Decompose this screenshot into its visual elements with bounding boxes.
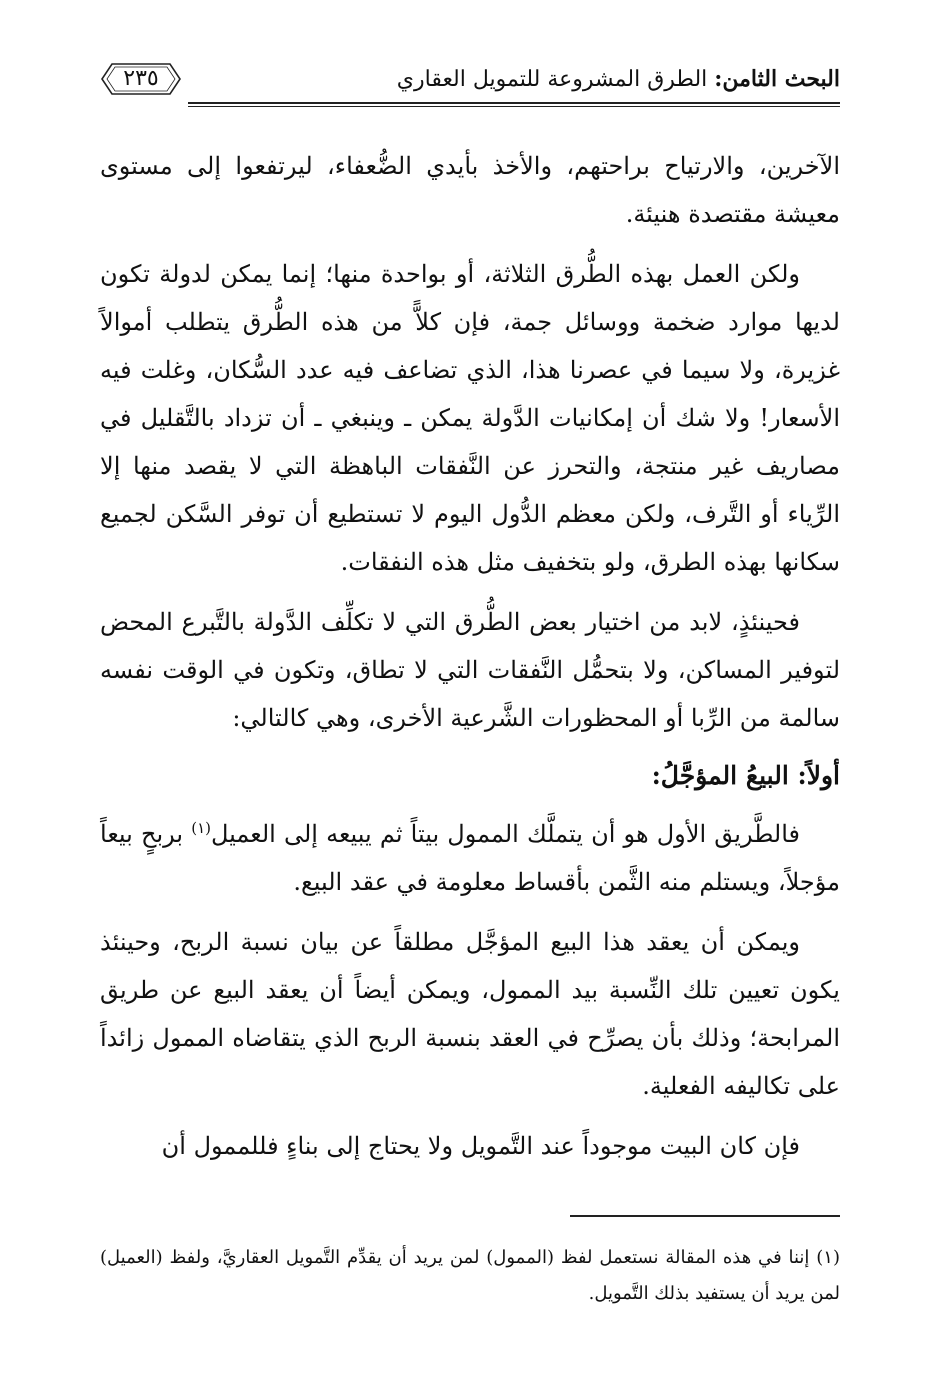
paragraph-4 (100, 810, 840, 906)
paragraph-4-start: فالطَّريق الأول هو أن يتملَّك الممول بيتاً ثم يبيعه إلى العميل (210, 820, 800, 848)
header-rule (188, 102, 840, 104)
paragraph-5: ويمكن أن يعقد هذا البيع المؤجَّل مطلقاً عن بيان نسبة الربح، وحينئذ يكون تعيين تلك النِّسبة بيد الممول، ويمكن أيضاً أن يعقد البيع عن طريق المرابحة؛ وذلك بأن يصرِّح في العقد بنسبة الربح الذي يتقاضاه الممول زائداً على تكاليفه الفعلية. (100, 928, 840, 1100)
chapter-title: الطرق المشروعة للتمويل العقاري (396, 67, 708, 92)
footnote-reference[interactable]: (١) (191, 819, 211, 837)
footnote-text: (١) إننا في هذه المقالة نستعمل لفظ (الممول) لمن يريد أن يقدِّم التَّمويل العقاريَّ، ولفظ (العميل) لمن يريد أن يستفيد بذلك التَّمويل. (100, 1247, 840, 1304)
section-heading: أولاً: البيعُ المؤجَّلُ: (651, 761, 840, 790)
paragraph-1: الآخرين، والارتياح براحتهم، والأخذ بأيدي الضُّعفاء، ليرتفعوا إلى مستوى معيشة مقتصدة هنيئة. (100, 152, 840, 228)
running-title (397, 66, 840, 92)
page-number-badge (100, 62, 182, 96)
chapter-label: البحث الثامن: (714, 66, 840, 92)
main-text (100, 142, 840, 1182)
page-header (100, 58, 840, 106)
footnote-separator (570, 1215, 840, 1217)
paragraph-3: فحينئذٍ، لابد من اختيار بعض الطُّرق التي لا تكلِّف الدَّولة بالتَّبرع المحض لتوفير المساكن، ولا بتحمُّل النَّفقات التي لا تطاق، وتكون في الوقت نفسه سالمة من الرِّبا أو المحظورات الشَّرعية الأخرى، وهي كالتالي: (100, 608, 841, 732)
footnote (100, 1240, 840, 1312)
header-rule-thin (188, 106, 840, 107)
page-number: ٢٣٥ (123, 66, 159, 91)
paragraph-6: فإن كان البيت موجوداً عند التَّمويل ولا يحتاج إلى بناءٍ فللممول أن (161, 1132, 800, 1160)
paragraph-2: ولكن العمل بهذه الطُّرق الثلاثة، أو بواحدة منها؛ إنما يمكن لدولة تكون لديها موارد ضخمة ووسائل جمة، فإن كلاًّ من هذه الطُّرق يتطلب أموالاً غزيرة، ولا سيما في عصرنا هذا، الذي تضاعف فيه عدد السُّكان، وغلت فيه الأسعار! ولا شك أن إمكانيات الدَّولة يمكن ـ وينبغي ـ أن تزداد بالتَّقليل في مصاريف غير منتجة، والتحرز عن النَّفقات الباهظة التي لا يقصد منها إلا الرِّياء أو التَّرف، ولكن معظم الدُّول اليوم لا تستطيع أن توفر السَّكن لجميع سكانها بهذه الطرق، ولو بتخفيف مثل هذه النفقات. (100, 260, 840, 576)
paragraph-4-end: بربحٍ بيعاً مؤجلاً، ويستلم منه الثَّمن بأقساط معلومة في عقد البيع. (100, 820, 840, 896)
